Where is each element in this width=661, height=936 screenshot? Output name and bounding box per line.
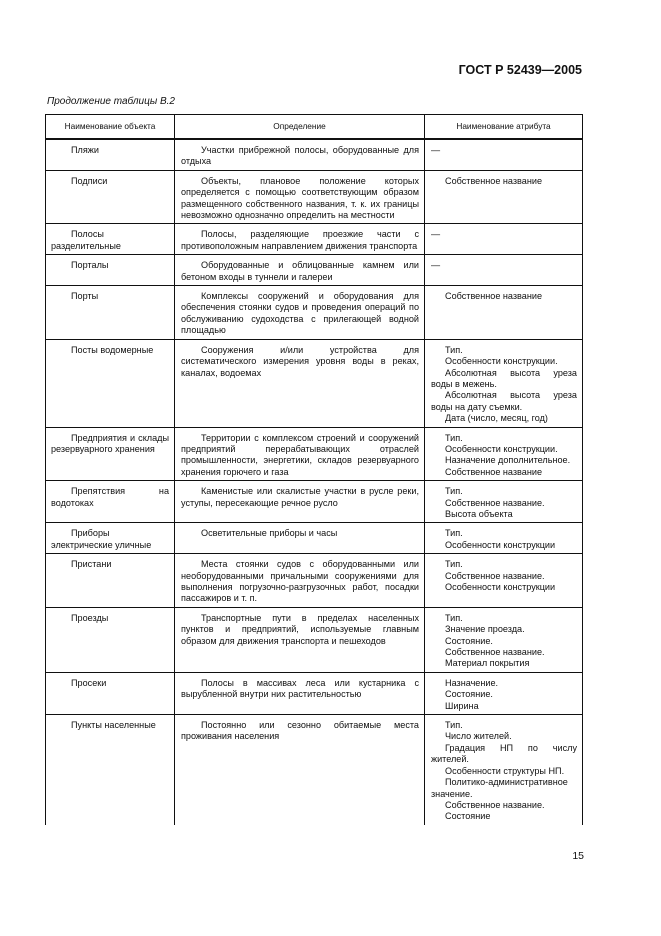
- table-row: [46, 715, 583, 825]
- table-caption: Продолжение таблицы В.2: [47, 96, 175, 107]
- table-row: [46, 607, 583, 672]
- definition-cell: Сооружения и/или устройства для систематического измерения уровня воды в реках, каналах, водоемах: [175, 339, 425, 427]
- table-row: [46, 672, 583, 714]
- table-row: [46, 339, 583, 427]
- attribute-cell: Тип. Собственное название. Высота объекта: [425, 481, 583, 523]
- definition-cell: Транспортные пути в пределах населенных пунктов и предприятий, используемые главным образом для движения транспорта и пешеходов: [175, 607, 425, 672]
- object-name-cell: Пункты населенные: [46, 715, 175, 825]
- object-name-cell: Предприятия и склады резервуарного хранения: [46, 427, 175, 481]
- table-row: [46, 523, 583, 554]
- definition-cell: Осветительные приборы и часы: [175, 523, 425, 554]
- object-name-cell: Приборы электрические уличные: [46, 523, 175, 554]
- table-row: [46, 224, 583, 255]
- attribute-cell: Тип. Особенности конструкции. Абсолютная высота уреза воды в межень. Абсолютная высота уреза воды на дату съемки. Дата (число, месяц, год): [425, 339, 583, 427]
- object-name-cell: Полосы разделительные: [46, 224, 175, 255]
- page-number: 15: [572, 850, 584, 862]
- definition-cell: Постоянно или сезонно обитаемые места проживания населения: [175, 715, 425, 825]
- object-name-cell: Порты: [46, 286, 175, 340]
- definition-cell: Комплексы сооружений и оборудования для обеспечения стоянки судов и проведения операций по обслуживанию судоходства с прилегающей водной площадью: [175, 286, 425, 340]
- table-row: [46, 554, 583, 608]
- attribute-cell: Тип. Особенности конструкции. Назначение дополнительное. Собственное название: [425, 427, 583, 481]
- attribute-cell: Тип. Число жителей. Градация НП по числу жителей. Особенности структуры НП. Политико-административное значение. Собственное название. Состояние: [425, 715, 583, 825]
- object-name-cell: Порталы: [46, 255, 175, 286]
- table-row: [46, 170, 583, 224]
- column-header-attribute-name: Наименование атрибута: [425, 115, 583, 140]
- attributes-table: [45, 114, 583, 825]
- table-header-row: [46, 115, 583, 140]
- document-code: ГОСТ Р 52439—2005: [458, 63, 582, 77]
- definition-cell: Каменистые или скалистые участки в русле реки, уступы, пересекающие речное русло: [175, 481, 425, 523]
- attribute-cell: Тип. Значение проезда. Состояние. Собственное название. Материал покрытия: [425, 607, 583, 672]
- table-row: [46, 481, 583, 523]
- table-row: [46, 427, 583, 481]
- column-header-definition: Определение: [175, 115, 425, 140]
- definition-cell: Участки прибрежной полосы, оборудованные для отдыха: [175, 139, 425, 170]
- definition-cell: Места стоянки судов с оборудованными или необорудованными причальными сооружениями для выполнения погрузочно-разгрузочных работ, посадки пассажиров и т. п.: [175, 554, 425, 608]
- attribute-cell: —: [425, 224, 583, 255]
- definition-cell: Полосы в массивах леса или кустарника с вырубленной внутри них растительностью: [175, 672, 425, 714]
- definition-cell: Оборудованные и облицованные камнем или бетоном входы в туннели и галереи: [175, 255, 425, 286]
- object-name-cell: Подписи: [46, 170, 175, 224]
- object-name-cell: Посты водомерные: [46, 339, 175, 427]
- table-row: [46, 255, 583, 286]
- definition-cell: Объекты, плановое положение которых определяется с помощью соответствующим образом размещенного собственного названия, т. к. их границы невозможно однозначно определить на местности: [175, 170, 425, 224]
- attribute-cell: Назначение. Состояние. Ширина: [425, 672, 583, 714]
- object-name-cell: Пристани: [46, 554, 175, 608]
- table-row: [46, 139, 583, 170]
- definition-cell: Территории с комплексом строений и сооружений предприятий перерабатывающих отраслей промышленности, энергетики, складов резервуарного хранения горючего и газа: [175, 427, 425, 481]
- definition-cell: Полосы, разделяющие проезжие части с противоположным направлением движения транспорта: [175, 224, 425, 255]
- attribute-cell: —: [425, 139, 583, 170]
- column-header-object-name: Наименование объекта: [46, 115, 175, 140]
- object-name-cell: Препятствия на водотоках: [46, 481, 175, 523]
- attribute-cell: Тип. Собственное название. Особенности конструкции: [425, 554, 583, 608]
- table-row: [46, 286, 583, 340]
- object-name-cell: Просеки: [46, 672, 175, 714]
- object-name-cell: Пляжи: [46, 139, 175, 170]
- attribute-cell: Собственное название: [425, 170, 583, 224]
- object-name-cell: Проезды: [46, 607, 175, 672]
- attribute-cell: Тип. Особенности конструкции: [425, 523, 583, 554]
- attribute-cell: —: [425, 255, 583, 286]
- attribute-cell: Собственное название: [425, 286, 583, 340]
